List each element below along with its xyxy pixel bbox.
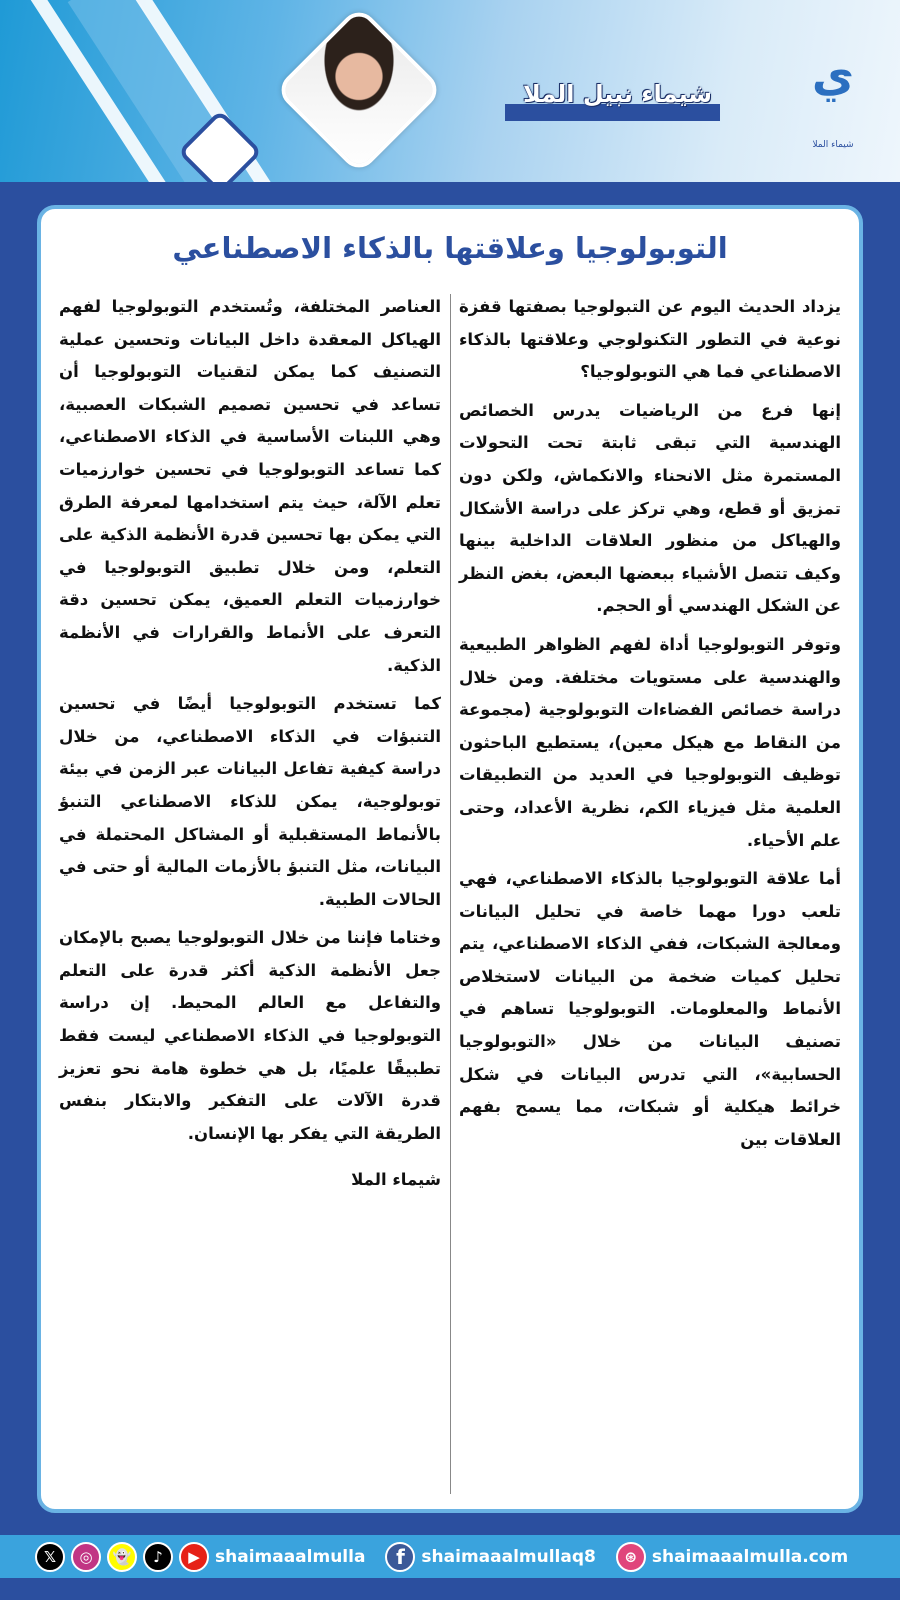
paragraph: إنها فرع من الرياضيات يدرس الخصائص الهندسية التي تبقى ثابتة تحت التحولات المستمرة مثل الانحناء والانكماش، ولكن دون تمزيق أو قطع، وهي تركز على دراسة الأشكال والهياكل من منظور العلاقات الداخلية بينها وكيف تتصل الأشياء ببعضها البعض، بغض النظر عن الشكل الهندسي أو الحجم. [459,400,841,616]
youtube-icon[interactable]: ▶ [179,1542,209,1572]
paragraph: وتوفر التوبولوجيا أداة لفهم الظواهر الطبيعية والهندسية على مستويات مختلفة. ومن خلال دراسة خصائص الفضاءات التوبولوجية (مجموعة من النقاط مع هيكل معين)، يستطيع الباحثون توظيف التوبولوجيا في العديد من التطبيقات العلمية مثل فيزياء الكم، نظرية الأعداد، وحتى علم الأحياء. [459,634,841,850]
signature: شيماء الملا [351,1170,441,1190]
instagram-icon[interactable]: ◎ [71,1542,101,1572]
facebook-handle[interactable]: shaimaaalmullaq8 [421,1546,596,1567]
website-link[interactable]: shaimaaalmulla.com [651,1546,849,1567]
paragraph: وختاما فإننا من خلال التوبولوجيا يصبح بالإمكان جعل الأنظمة الذكية أكثر قدرة على التعلم والتفاعل مع العالم المحيط. إن دراسة التوبولوجيا في الذكاء الاصطناعي ليست فقط تطبيقًا علميًا، بل هي خطوة هامة نحو تعزيز قدرة الآلات على التفكير والابتكار بنفس الطريقة التي يفكر بها الإنسان. [59,928,441,1143]
author-name: شيماء نبيل الملا [522,80,713,108]
snapchat-icon[interactable]: 👻 [107,1542,137,1572]
article-title: التوبولوجيا وعلاقتها بالذكاء الاصطناعي [172,231,728,265]
facebook-icon[interactable]: f [385,1542,415,1572]
article-card [37,205,863,1513]
paragraph: العناصر المختلفة، وتُستخدم التوبولوجيا لفهم الهياكل المعقدة داخل البيانات وتحسين عملية التصنيف كما يمكن لتقنيات التوبولوجيا أن تساعد في تحسين تصميم الشبكات العصبية، وهي اللبنات الأساسية في الذكاء الاصطناعي، كما تساعد التوبولوجيا في تحسين خوارزميات تعلم الآلة، حيث يتم استخدامها لمعرفة الطرق التي يمكن بها تحسين قدرة الأنظمة الذكية على التعلم، ومن خلال تطبيق التوبولوجيا في خوارزميات التعلم العميق، يمكن تحسين دقة التعرف على الأنماط والقرارات في الأنظمة الذكية. [59,297,441,675]
website-icon[interactable]: ⊛ [616,1542,646,1572]
logo-mark: ي [811,48,855,102]
author-photo [274,5,444,175]
social-handle[interactable]: shaimaaalmulla [215,1546,366,1567]
logo-caption: شيماء الملا [812,140,854,150]
tiktok-icon[interactable]: ♪ [143,1542,173,1572]
column-divider [450,294,451,1494]
article-column-left [59,291,441,1203]
x-icon[interactable]: 𝕏 [35,1542,65,1572]
logo [808,10,858,170]
social-footer [0,1535,900,1578]
paragraph: يزداد الحديث اليوم عن التبولوجيا بصفتها قفزة نوعية في التطور التكنولوجي وعلاقتها بالذكاء الاصطناعي فما هي التوبولوجيا؟ [459,297,841,382]
article-column-right [459,291,841,1162]
header-banner [0,0,900,182]
paragraph: أما علاقة التوبولوجيا بالذكاء الاصطناعي، فهي تلعب دورا مهما خاصة في تحليل البيانات ومعالجة الشبكات، ففي الذكاء الاصطناعي، يتم تحليل كميات ضخمة من البيانات لاستخلاص الأنماط والمعلومات. التوبولوجيا تساهم في تصنيف البيانات من خلال «التوبولوجيا الحسابية»، التي تدرس البيانات في شكل خرائط هيكلية أو شبكات، مما يسمح بفهم العلاقات بين [459,869,841,1149]
paragraph: كما تستخدم التوبولوجيا أيضًا في تحسين التنبؤات في الذكاء الاصطناعي، من خلال دراسة كيفية تفاعل البيانات عبر الزمن في بيئة توبولوجية، يمكن للذكاء الاصطناعي التنبؤ بالأنماط المستقبلية أو المشاكل المحتملة في البيانات، مثل التنبؤ بالأزمات المالية أو حتى في الحالات الطبية. [59,694,441,909]
